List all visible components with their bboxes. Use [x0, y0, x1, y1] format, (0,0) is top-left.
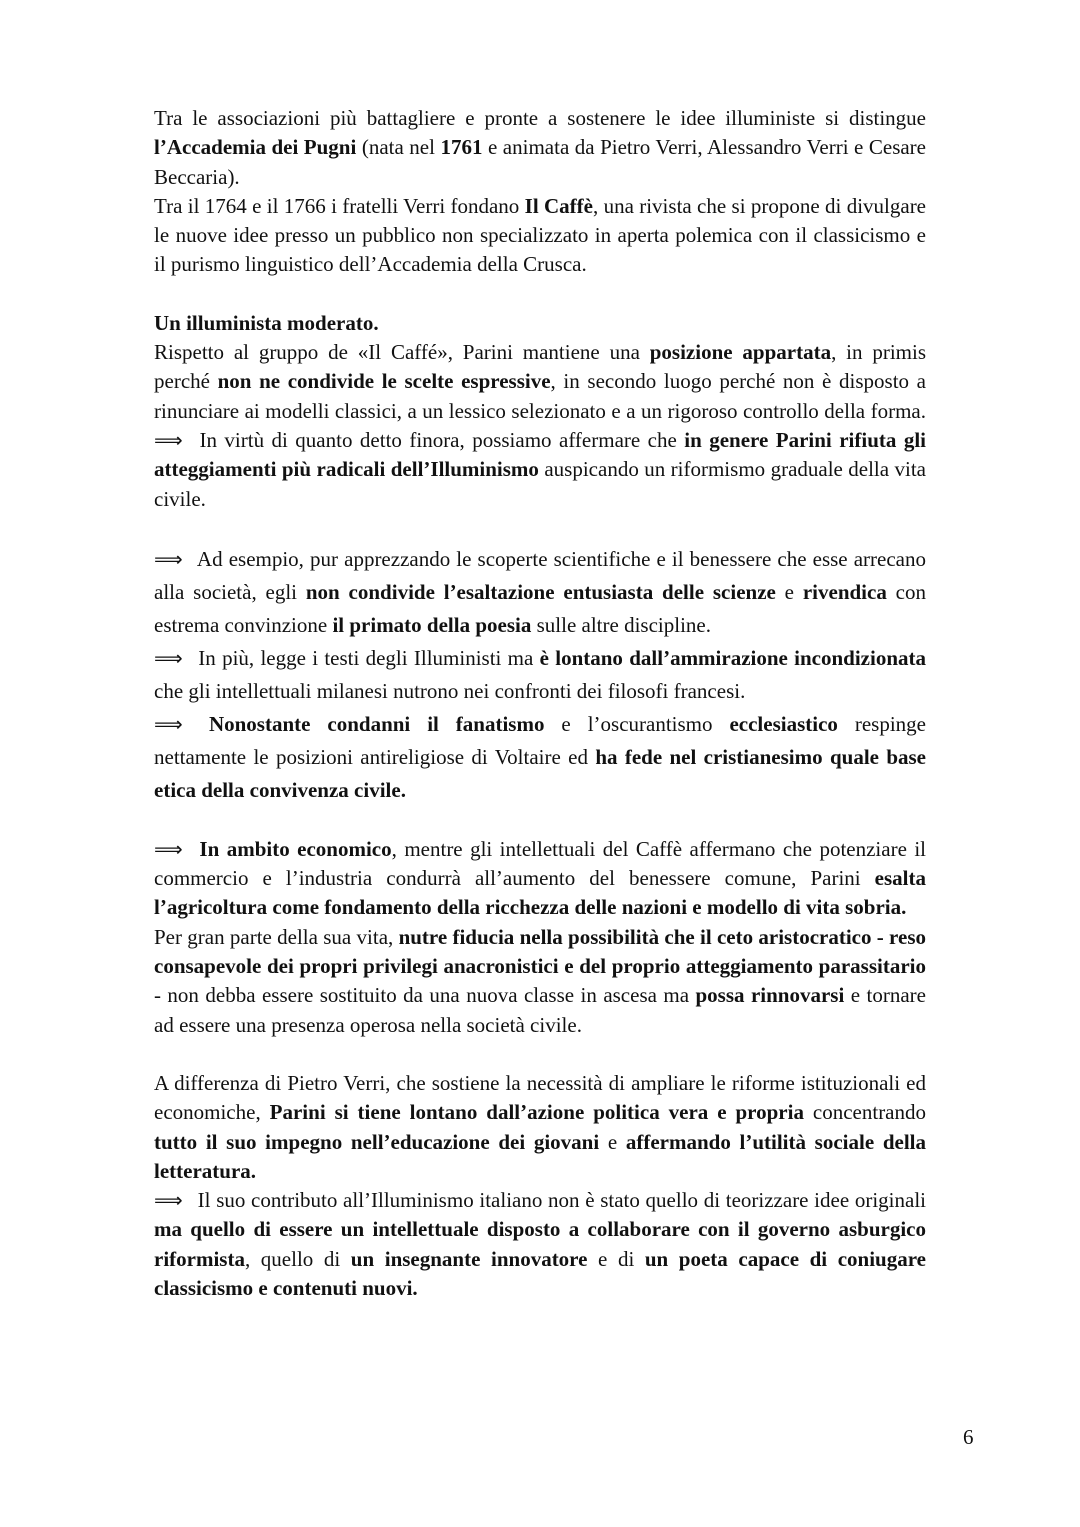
- bold-span: rivendica: [802, 579, 887, 604]
- bold-span: ecclesiastico: [729, 711, 838, 736]
- text-span: e di: [587, 1246, 645, 1271]
- implies-arrow-icon: ⟹: [154, 427, 183, 452]
- bold-span: nutre fiducia nella possibilità che il ceto aristocratico - reso consapevole dei propri privilegi anacronistici e del proprio atteggiamento parassitario: [154, 924, 926, 979]
- text-span: Rispetto al gruppo de «Il Caffé», Parini mantiene una: [154, 340, 650, 365]
- document-page: [154, 104, 926, 1303]
- bold-span: l’Accademia dei Pugni: [154, 135, 357, 160]
- paragraph-gap: [154, 807, 926, 835]
- implies-arrow-icon: ⟹: [154, 1188, 183, 1213]
- paragraph-gap: [154, 280, 926, 309]
- text-span: Ad esempio, pur apprezzando le scoperte scientifiche e il benessere che esse arrecano alla società, egli: [154, 546, 926, 604]
- text-span: auspicando un riformismo graduale della vita civile.: [154, 457, 926, 511]
- implies-arrow-icon: ⟹: [154, 836, 183, 861]
- bold-span: un poeta capace di coniugare classicismo e contenuti nuovi.: [154, 1246, 926, 1301]
- bold-span: non ne condivide le scelte espressive: [217, 369, 551, 394]
- text-span: , in primis perché: [154, 340, 926, 394]
- text-span: Tra le associazioni più battagliere e pronte a sostenere le idee illuministe si distingue: [154, 106, 926, 130]
- text-span: , una rivista che si propone di divulgare le nuove idee presso un pubblico non specializzato in aperta polemica con il classicismo e il purismo linguistico dell’Accademia della Crusca.: [154, 193, 927, 277]
- implies-arrow-icon: ⟹: [154, 546, 183, 571]
- text-span: A differenza di Pietro Verri, che sostiene la necessità di ampliare le riforme istituzionali ed economiche,: [154, 1070, 926, 1125]
- paragraph-posizione-appartata: [154, 338, 926, 514]
- paragraph-gap: [154, 1040, 926, 1069]
- text-span: e l’oscurantismo: [544, 711, 730, 736]
- text-span: In virtù di quanto detto finora, possiamo affermare che: [192, 427, 685, 452]
- text-span: che gli intellettuali milanesi nutrono nei confronti dei filosofi francesi.: [154, 678, 746, 703]
- text-span: , mentre gli intellettuali del Caffè affermano che potenziare il commercio e l’industria condurrà all’aumento del benessere comune, Parini: [154, 836, 926, 891]
- bold-span: 1761: [440, 135, 483, 160]
- text-span: e: [599, 1129, 626, 1154]
- text-span: e animata da Pietro Verri, Alessandro Verri e Cesare Beccaria).: [154, 135, 926, 189]
- bold-span: non condivide l’esaltazione entusiasta delle scienze: [305, 579, 776, 604]
- paragraph-scienze-poesia: [154, 543, 926, 642]
- text-span: e tornare ad essere una presenza operosa nella società civile.: [154, 983, 926, 1037]
- text-span: sulle altre discipline.: [531, 612, 711, 637]
- bold-span: ha fede nel cristianesimo quale base etica della convivenza civile.: [154, 744, 926, 802]
- bold-span: è lontano dall’ammirazione incondizionata: [539, 645, 927, 670]
- bold-span: In ambito economico: [192, 836, 392, 861]
- text-span: (nata nel: [356, 135, 441, 160]
- paragraph-ceto-aristocratico: [154, 923, 926, 1040]
- paragraph-filosofi-francesi: [154, 642, 926, 708]
- implies-arrow-icon: ⟹: [154, 645, 183, 670]
- paragraph-gap: [154, 514, 926, 543]
- text-span: e: [775, 579, 803, 604]
- bold-span: Nonostante condanni il fanatismo: [192, 711, 545, 736]
- page-number: 6: [963, 1425, 974, 1449]
- paragraph-il-caffe: [154, 192, 926, 280]
- text-span: - non debba essere sostituito da una nuova classe in ascesa ma: [154, 983, 696, 1008]
- paragraph-pietro-verri: [154, 1069, 926, 1186]
- text-span: In più, legge i testi degli Illuministi ma: [192, 645, 540, 670]
- bold-span: posizione appartata: [649, 340, 832, 365]
- paragraph-ambito-economico: [154, 835, 926, 923]
- bold-span: ma quello di essere un intellettuale disposto a collaborare con il governo asburgico riformista: [154, 1217, 926, 1271]
- bold-span: possa rinnovarsi: [695, 983, 845, 1008]
- bold-span: tutto il suo impegno nell’educazione dei giovani: [154, 1129, 600, 1154]
- text-span: respinge nettamente le posizioni antireligiose di Voltaire ed: [154, 711, 926, 769]
- bold-span: Parini si tiene lontano dall’azione politica vera e propria: [269, 1100, 804, 1125]
- section-heading: [154, 309, 926, 338]
- bold-span: in genere Parini rifiuta gli atteggiamenti più radicali dell’Illuminismo: [154, 427, 927, 482]
- text-span: Per gran parte della sua vita,: [154, 924, 399, 949]
- paragraph-contributo: [154, 1186, 926, 1303]
- text-span: , in secondo luogo perché non è disposto a rinunciare ai modelli classici, a un lessico selezionato e a un rigoroso controllo della forma.: [154, 369, 926, 423]
- bold-span: un insegnante innovatore: [350, 1246, 588, 1271]
- paragraph-accademia-dei-pugni: [154, 104, 926, 192]
- text-span: Tra il 1764 e il 1766 i fratelli Verri fondano: [154, 193, 525, 218]
- text-span: concentrando: [803, 1100, 927, 1125]
- bold-span: affermando l’utilità sociale della letteratura.: [154, 1129, 926, 1183]
- bold-span: Il Caffè: [524, 193, 593, 218]
- text-span: Il suo contributo all’Illuminismo italiano non è stato quello di teorizzare idee originali: [192, 1188, 926, 1213]
- bold-span: il primato della poesia: [332, 612, 532, 637]
- text-span: , quello di: [244, 1246, 351, 1271]
- implies-arrow-icon: ⟹: [154, 711, 183, 736]
- bold-span: esalta l’agricoltura come fondamento della ricchezza delle nazioni e modello di vita sobria.: [154, 866, 926, 920]
- heading-text: Un illuminista moderato.: [154, 310, 379, 335]
- text-span: con estrema convinzione: [154, 579, 926, 637]
- paragraph-cristianesimo: [154, 708, 926, 807]
